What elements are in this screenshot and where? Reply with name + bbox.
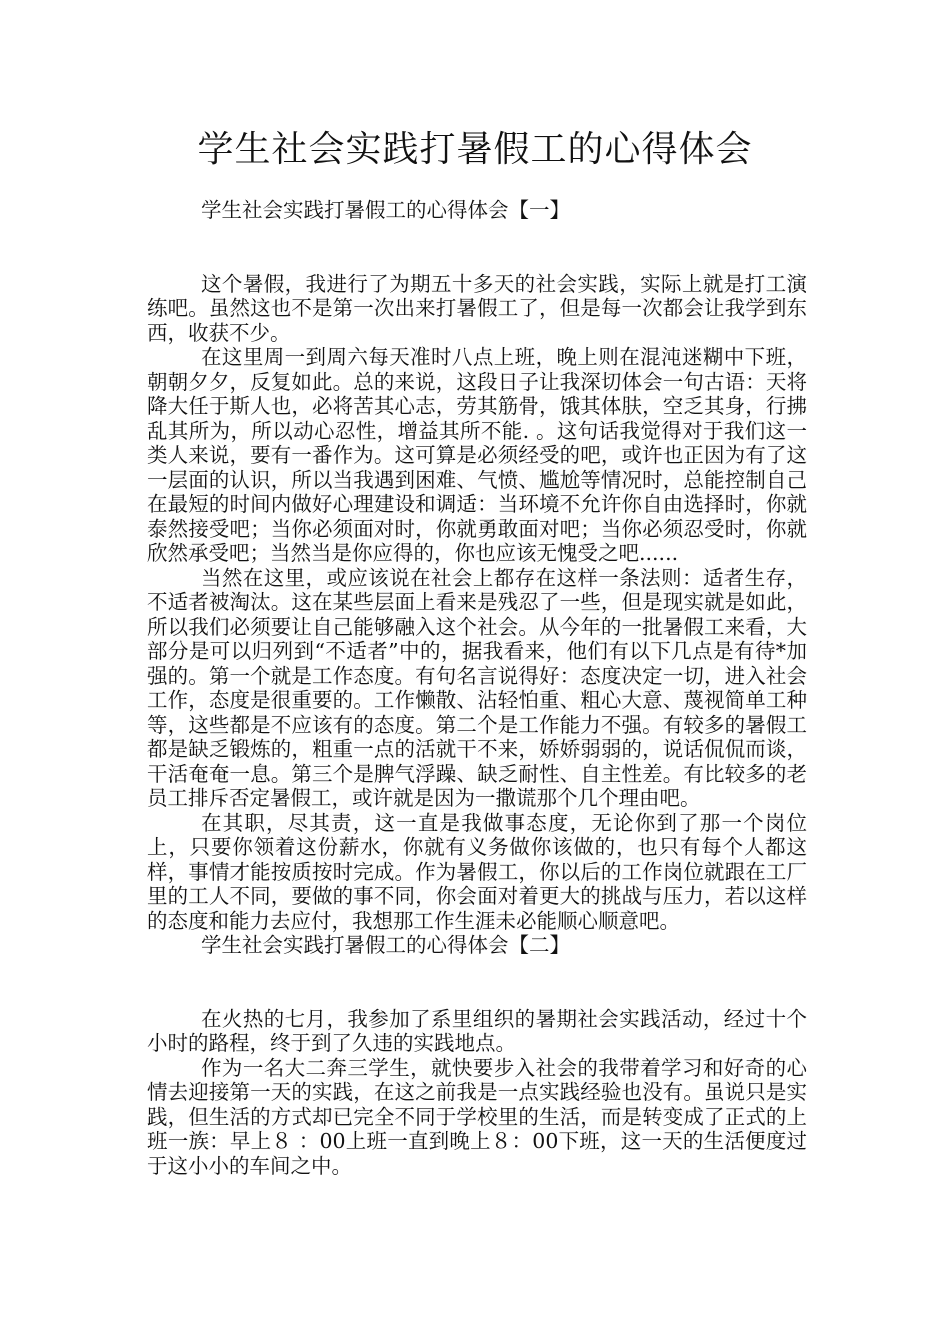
document-body — [147, 198, 807, 1178]
paragraph-1-1: 这个暑假，我进行了为期五十多天的社会实践，实际上就是打工演练吧。虽然这也不是第一次出来打暑假工了，但是每一次都会让我学到东西，收获不少。 — [147, 271, 807, 345]
blank-line — [147, 247, 807, 272]
blank-line — [147, 982, 807, 1007]
paragraph-1-3: 当然在这里，或应该说在社会上都存在这样一条法则：适者生存，不适者被淘汰。这在某些层面上看来是残忍了一些，但是现实就是如此，所以我们必须要让自己能够融入这个社会。从今年的一批暑假工来看，大部分是可以归列到“不适者”中的，据我看来，他们有以下几点是有待*加强的。第一个就是工作态度。有句名言说得好：态度决定一切，进入社会工作，态度是很重要的。工作懒散、沾轻怕重、粗心大意、蔑视简单工种等，这些都是不应该有的态度。第二个是工作能力不强。有较多的暑假工都是缺乏锻炼的，粗重一点的活就干不来，娇娇弱弱的，说话侃侃而谈，干活奄奄一息。第三个是脾气浮躁、缺乏耐性、自主性差。有比较多的老员工排斥否定暑假工，或许就是因为一撒谎那个几个理由吧。 — [147, 565, 807, 810]
document-title: 学生社会实践打暑假工的心得体会 — [197, 129, 753, 170]
paragraph-2-2: 作为一名大二奔三学生，就快要步入社会的我带着学习和好奇的心情去迎接第一天的实践，在这之前我是一点实践经验也没有。虽说只是实践，但生活的方式却已完全不同于学校里的生活，而是转变成了正式的上班一族：早上８ ：00上班一直到晚上８：00下班，这一天的生活便度过于这小小的车间之中。 — [147, 1055, 807, 1178]
paragraph-1-4: 在其职，尽其责，这一直是我做事态度，无论你到了那一个岗位上，只要你领着这份薪水，你就有义务做你该做的，也只有每个人都这样，事情才能按质按时完成。作为暑假工，你以后的工作岗位就跟在工厂里的工人不同，要做的事不同，你会面对着更大的挑战与压力，若以这样的态度和能力去应付，我想那工作生涯未必能顺心顺意吧。 — [147, 810, 807, 933]
paragraph-2-1: 在火热的七月，我参加了系里组织的暑期社会实践活动，经过十个小时的路程，终于到了久违的实践地点。 — [147, 1006, 807, 1055]
section-heading-1: 学生社会实践打暑假工的心得体会【一】 — [201, 198, 570, 222]
section-heading-2: 学生社会实践打暑假工的心得体会【二】 — [201, 933, 570, 957]
paragraph-1-2: 在这里周一到周六每天准时八点上班，晚上则在混沌迷糊中下班，朝朝夕夕，反复如此。总的来说，这段日子让我深切体会一句古语：天将降大任于斯人也，必将苦其心志，劳其筋骨，饿其体肤，空乏其身，行拂乱其所为，所以动心忍性，增益其所不能. 。这句话我觉得对于我们这一类人来说，要有一番作为。这可算是必须经受的吧，或许也正因为有了这一层面的认识，所以当我遇到困难、气愤、尴尬等情况时，总能控制自己在最短的时间内做好心理建设和调适：当环境不允许你自由选择时，你就泰然接受吧；当你必须面对时，你就勇敢面对吧；当你必须忍受时，你就欣然承受吧；当然当是你应得的，你也应该无愧受之吧...... — [147, 345, 807, 565]
